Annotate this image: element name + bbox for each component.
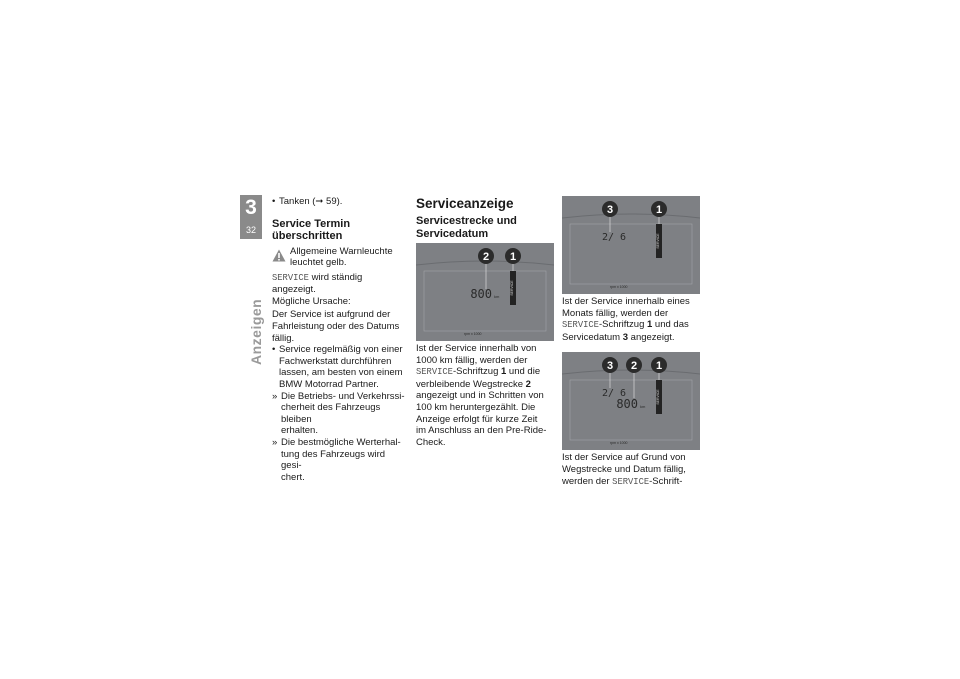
callout-2-label: 2 [482,251,490,263]
text-fragment: und die [506,366,541,378]
text-line [416,379,554,391]
text-line: Wegstrecke und Datum fällig, [562,463,686,475]
date-readout: 2/ 6 [602,232,627,243]
text-line: Ist der Service innerhalb eines [562,296,690,307]
text-fragment: werden der [562,475,613,487]
callout-ref-1: 1 [501,366,507,378]
display-date-image [562,196,700,294]
bullet-tanken [272,196,408,208]
display-distance-image [416,243,554,341]
subheading-servicestrecke [416,215,554,240]
chapter-tab [240,195,262,239]
warning-note [272,246,408,272]
service-vertical-label: SERVICE [510,280,514,296]
text-line: im Anschluss an den Pre-Ride- [416,425,547,437]
callout-2-label: 2 [630,360,638,373]
text-line: 100 km heruntergezählt. Die [416,401,536,413]
text-line: fällig. [272,332,295,344]
callout-1-label: 1 [509,251,517,263]
service-word: SERVICE [416,367,453,378]
heading-line: Servicestrecke und [416,215,517,227]
text-line: Allgemeine Warnleuchte [290,245,393,257]
rpm-scale-label: rpm x 1000 [610,441,628,446]
rpm-scale-label: rpm x 1000 [610,285,628,289]
text-line [562,319,700,332]
text-line: BMW Motorrad Partner. [279,378,379,390]
text-line: lassen, am besten von einem [279,367,403,379]
text-line: Fahrleistung oder des Datums [272,320,400,332]
heading-serviceanzeige: Serviceanzeige [416,196,514,211]
tanken-link-text[interactable]: Tanken (➞ 59). [279,196,343,207]
callout-3-label: 3 [606,204,614,216]
text-line [562,476,700,489]
text-line: Check. [416,436,446,448]
callout-3-label: 3 [606,360,614,373]
callout-ref-1: 1 [647,319,653,331]
text-line [416,366,554,379]
text-fragment: -Schriftzug [452,366,501,378]
callout-1-label: 1 [655,360,663,373]
warning-text [290,246,393,269]
text-line: 1000 km fällig, werden der [416,354,528,366]
callout-1-label: 1 [655,204,663,216]
service-vertical-label: SERVICE [656,389,660,406]
distance-unit: km [494,294,500,299]
text-line: leuchtet gelb. [290,257,347,269]
text-line: cherheit des Fahrzeugs bleiben [281,402,381,425]
text-line: » Die bestmögliche Werterhal- [281,436,401,448]
text-line: Monats fällig, werden der [562,307,669,319]
text-fragment: -Schriftzug [598,319,647,331]
column-3 [562,196,700,488]
distance-unit: km [640,404,646,410]
text-line: chert. [281,471,305,483]
distance-paragraph [416,343,554,448]
heading-line: Service Termin [272,217,351,230]
bullet-service-workshop [272,344,408,390]
side-chapter-title: Anzeigen [248,298,264,365]
distance-readout: 800 [470,287,492,301]
combined-paragraph [562,452,700,488]
distance-readout: 800 [616,397,638,412]
rpm-scale-label: rpm x 1000 [464,332,482,336]
text-line: Fachwerkstatt durchführen [279,355,392,367]
callout-ref-3: 3 [622,331,629,343]
service-word: SERVICE [612,476,650,487]
chapter-number: 3 [245,196,257,219]
result-value [272,437,408,483]
text-fragment: verbleibende Wegstrecke [416,378,526,390]
service-line [272,272,408,296]
text-line: Anzeige erfolgt für kurze Zeit [416,413,538,425]
date-paragraph [562,296,700,343]
service-word: SERVICE [562,320,599,331]
date-readout: 2/ 6 [602,388,627,400]
page-number: 32 [245,225,256,235]
display-combined-image [562,352,700,450]
cause-paragraph [272,309,408,344]
callout-ref-2: 2 [525,378,531,390]
result-safety [272,391,408,437]
text-line: Ist der Service auf Grund von [562,452,686,464]
text-line: • Service regelmäßig von einer [279,344,403,356]
column-1 [272,196,408,483]
service-word: SERVICE [272,272,309,283]
text-line: tung des Fahrzeugs wird gesi- [281,448,386,472]
heading-line: Servicedatum [416,227,489,240]
text-fragment: -Schrift- [649,475,683,487]
text-line: angezeigt und in Schritten von [416,390,544,402]
text-fragment: und das [652,319,689,331]
text-line: Ist der Service innerhalb von [416,343,537,354]
text-line: Der Service ist aufgrund der [272,309,391,321]
text-line: » Die Betriebs- und Verkehrssi- [281,390,405,402]
heading-service-termin [272,218,408,243]
text-fragment: Servicedatum [562,331,623,343]
column-2 [416,196,554,448]
possible-cause-label: Mögliche Ursache: [272,295,351,307]
text-line: erhalten. [281,425,318,437]
warning-triangle-icon [272,249,286,262]
text-fragment: angezeigt. [628,331,675,343]
text-fragment: wird ständig angezeigt. [272,271,363,296]
heading-line: überschritten [272,230,343,243]
text-line [562,332,700,344]
service-vertical-label: SERVICE [656,233,660,249]
